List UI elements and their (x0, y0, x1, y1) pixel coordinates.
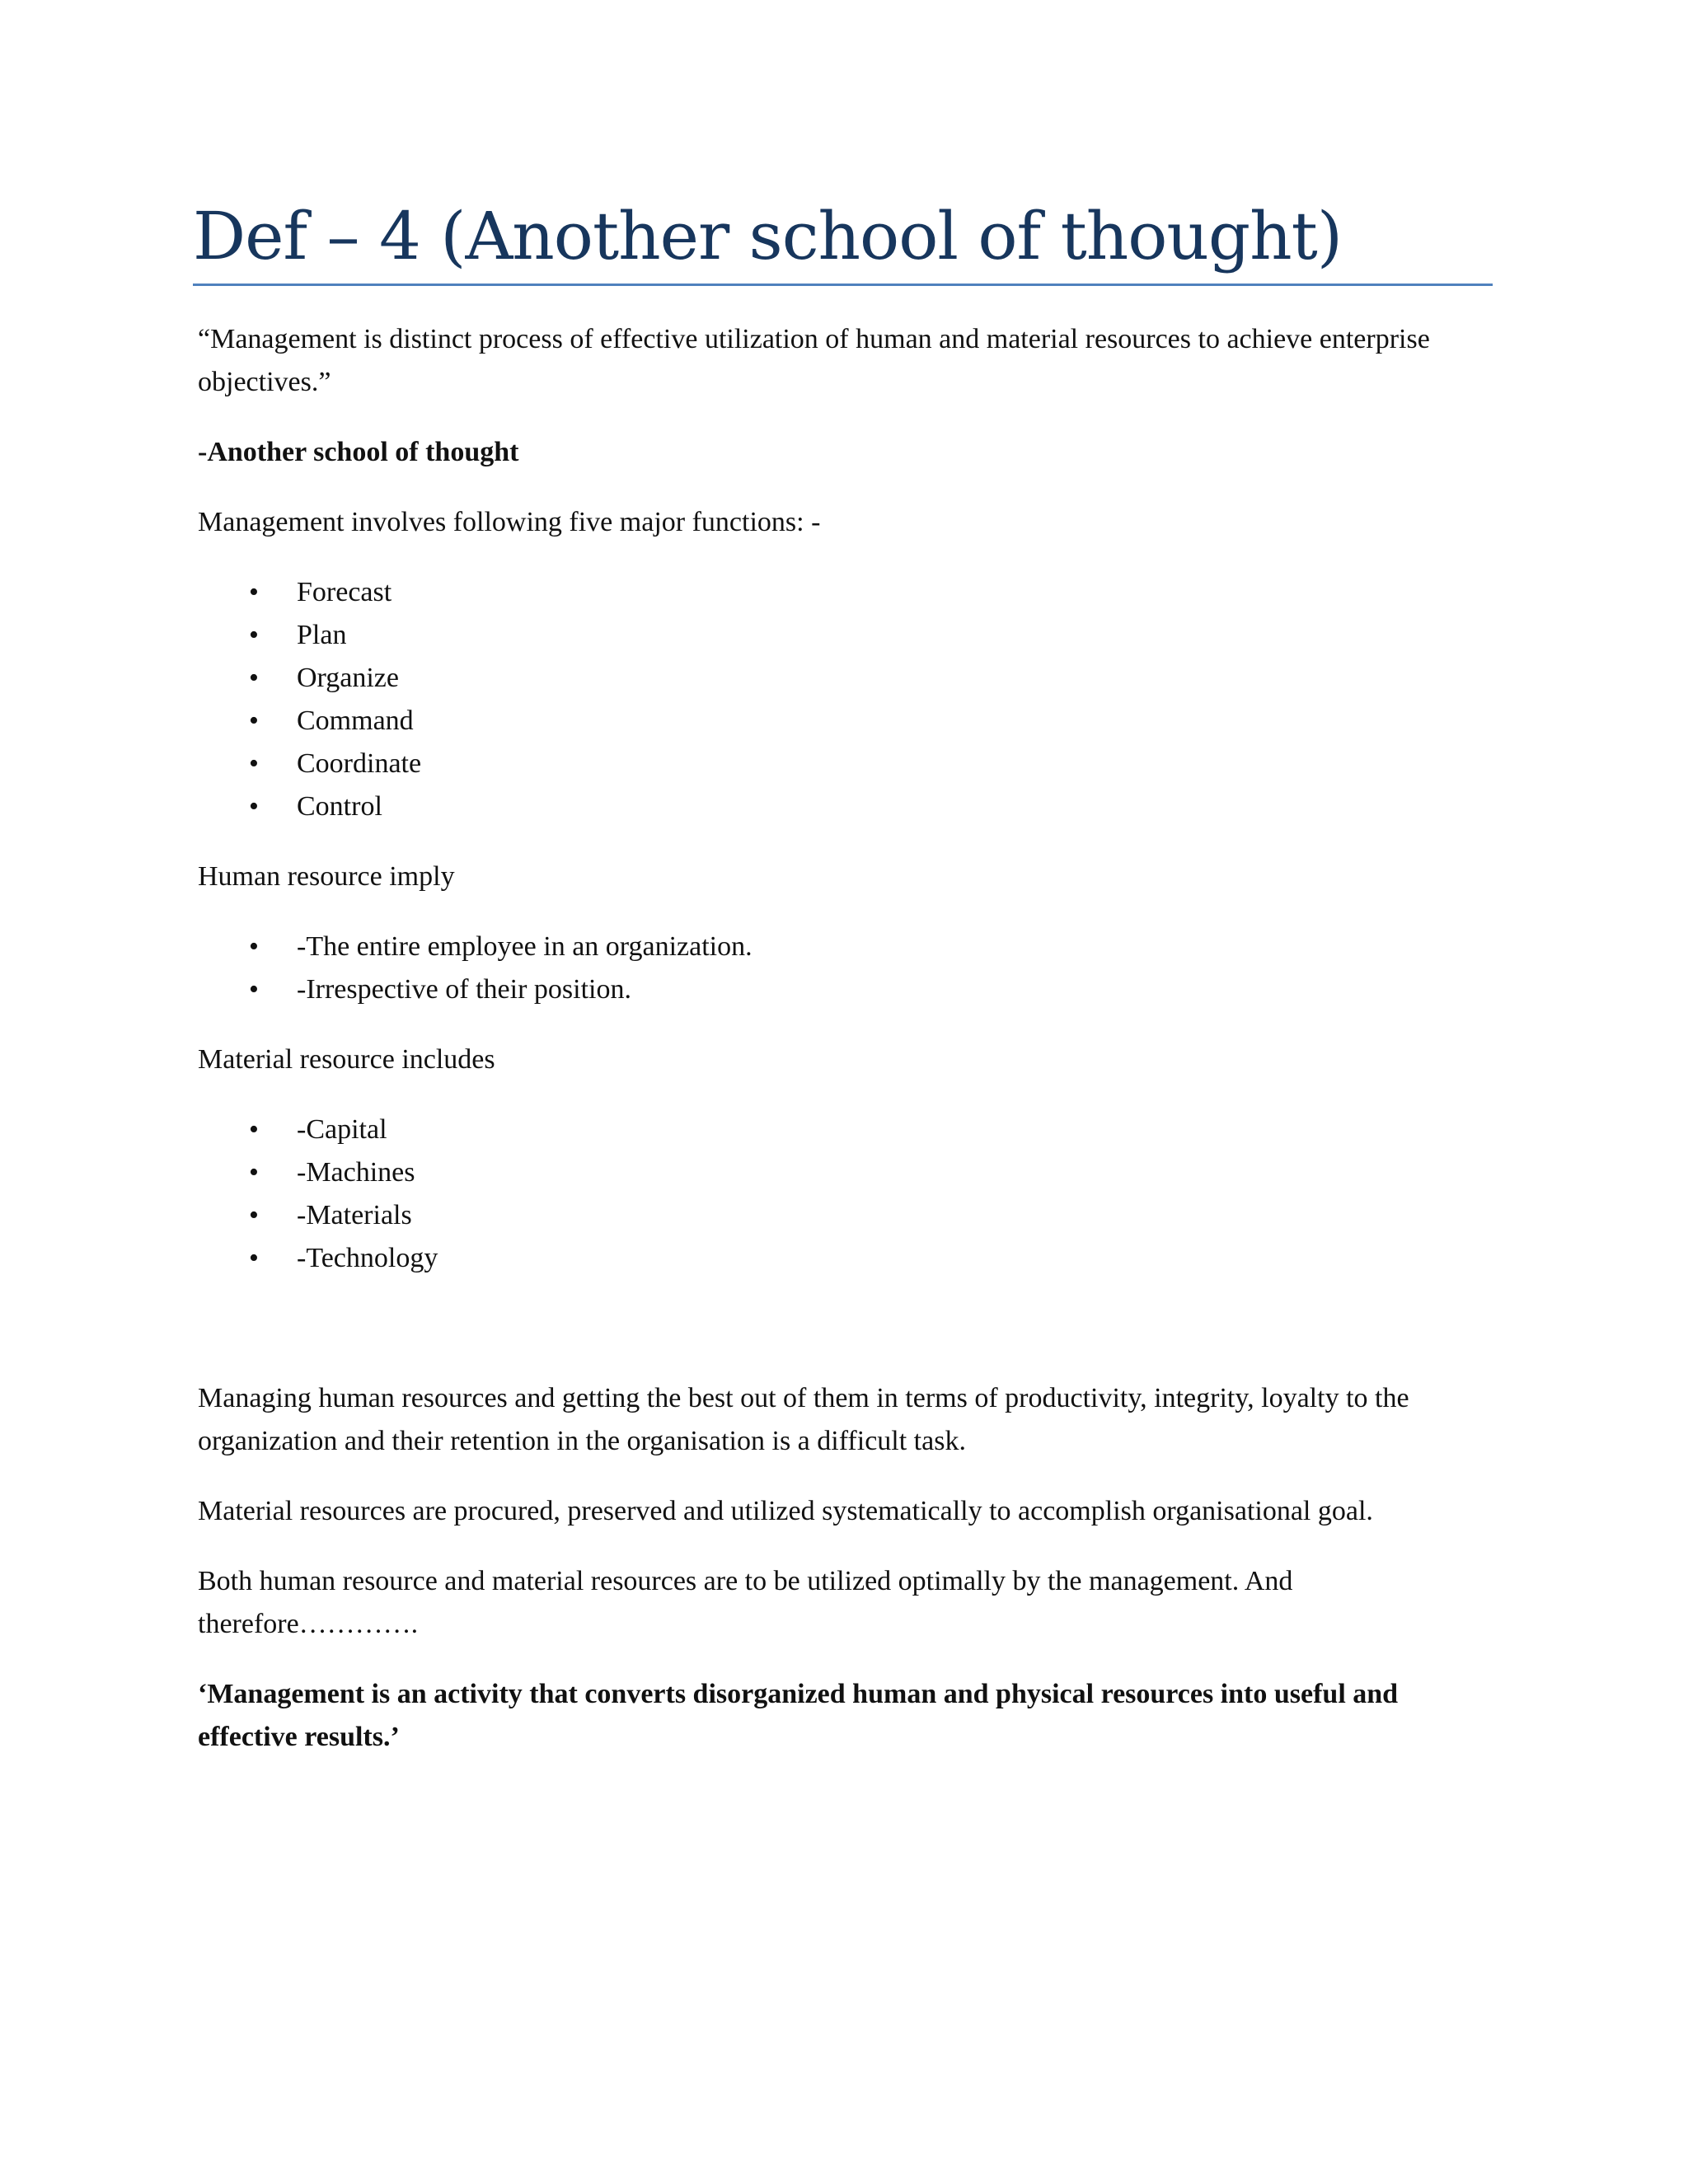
source-attribution: -Another school of thought (198, 437, 519, 467)
material-resource-item (198, 1151, 1488, 1194)
function-item-forecast (198, 571, 1488, 614)
bullet-icon: • (249, 748, 259, 779)
function-label: Command (297, 705, 414, 736)
bullet-icon: • (249, 1114, 259, 1145)
bullet-icon: • (249, 620, 259, 650)
material-resource-label: -Capital (297, 1114, 387, 1145)
human-resource-item (198, 926, 1488, 968)
function-label: Control (297, 791, 382, 822)
bullet-icon: • (249, 1157, 259, 1188)
functions-intro: Management involves following five major functions: - (198, 507, 821, 537)
bullet-icon: • (249, 1200, 259, 1230)
function-label: Forecast (297, 577, 392, 607)
bullet-icon: • (249, 663, 259, 693)
human-resource-heading: Human resource imply (198, 861, 455, 892)
material-resource-heading: Material resource includes (198, 1044, 495, 1075)
bullet-icon: • (249, 931, 259, 962)
optimal-utilization-paragraph: Both human resource and material resources are to be utilized optimally by the management. And therefore…………. (198, 1566, 1293, 1639)
function-label: Coordinate (297, 748, 422, 779)
function-label: Organize (297, 663, 399, 693)
function-item-coordinate (198, 743, 1488, 785)
bullet-icon: • (249, 1243, 259, 1273)
bullet-icon: • (249, 974, 259, 1005)
function-item-plan (198, 614, 1488, 657)
bullet-icon: • (249, 577, 259, 607)
human-resource-item (198, 968, 1488, 1011)
function-label: Plan (297, 620, 347, 650)
material-resource-list (198, 1108, 1488, 1280)
function-item-control (198, 785, 1488, 828)
human-resource-label: -Irrespective of their position. (297, 974, 631, 1005)
function-item-organize (198, 657, 1488, 700)
document-content (193, 196, 1488, 1759)
bullet-icon: • (249, 791, 259, 822)
material-resource-item (198, 1194, 1488, 1237)
material-resource-label: -Machines (297, 1157, 415, 1188)
material-resource-item (198, 1237, 1488, 1280)
human-resource-list (198, 926, 1488, 1011)
function-item-command (198, 700, 1488, 743)
material-resource-label: -Technology (297, 1243, 438, 1273)
page-title: Def – 4 (Another school of thought) (193, 196, 1493, 286)
definition-quote: “Management is distinct process of effective utilization of human and material resources to achieve enterprise objectives.” (198, 324, 1430, 397)
human-resource-paragraph: Managing human resources and getting the best out of them in terms of productivity, integrity, loyalty to the organization and their retention in the organisation is a difficult task. (198, 1383, 1409, 1456)
bullet-icon: • (249, 705, 259, 736)
functions-list (198, 571, 1488, 828)
material-resource-label: -Materials (297, 1200, 412, 1230)
human-resource-label: -The entire employee in an organization. (297, 931, 753, 962)
conclusion-statement: ‘Management is an activity that converts disorganized human and physical resources into useful and effective results.’ (198, 1679, 1399, 1752)
material-resource-item (198, 1108, 1488, 1151)
material-resource-paragraph: Material resources are procured, preserved and utilized systematically to accomplish organisational goal. (198, 1496, 1373, 1526)
